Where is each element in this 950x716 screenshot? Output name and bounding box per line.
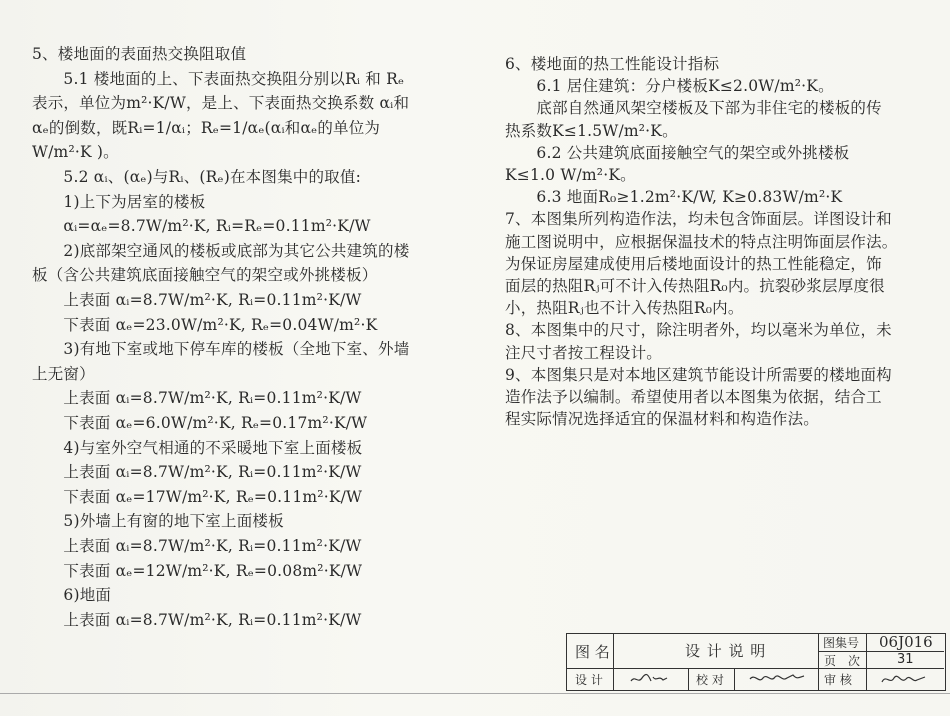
atlas-number: 06J016 (879, 633, 933, 651)
right-text-line: 7、本图集所列构造作法，均未包含饰面层。详图设计和 (505, 210, 892, 229)
left-text-line: 下表面 αₑ=17W/m²·K, Rₑ=0.11m²·K/W (32, 487, 363, 506)
page-number: 31 (897, 652, 914, 667)
checker-signature (747, 671, 807, 685)
right-text-line: 施工图说明中，应根据保温技术的特点注明饰面层作法。 (505, 232, 898, 251)
right-text-line: K≤1.0 W/m²·K。 (505, 166, 636, 184)
designer-signature (629, 672, 669, 686)
drawing-name: 设 计 说 明 (685, 642, 767, 660)
left-text-line: 2)底部架空通风的楼板或底部为其它公共建筑的楼 (32, 241, 410, 260)
right-text-line: 9、本图集只是对本地区建筑节能设计所需要的楼地面构 (505, 365, 892, 384)
right-text-line: 底部自然通风架空楼板及下部为非住宅的楼板的传 (505, 99, 882, 118)
right-text-line: 程实际情况选择适宜的保温材料和构造作法。 (505, 410, 820, 429)
left-text-line: 1)上下为居室的楼板 (32, 192, 206, 211)
left-text-line: 板（含公共建筑底面接触空气的架空或外挑楼板） (32, 266, 378, 285)
left-text-line: 上表面 αᵢ=8.7W/m²·K, Rᵢ=0.11m²·K/W (32, 463, 362, 482)
sheet-border-line (0, 693, 950, 694)
left-text-line: 6)地面 (32, 586, 112, 605)
left-text-line: 5、楼地面的表面热交换阻取值 (32, 45, 247, 63)
right-text-line: 6、楼地面的热工性能设计指标 (505, 55, 720, 73)
right-text-line: 注尺寸者按工程设计。 (505, 343, 663, 362)
label-drawing-name: 图 名 (575, 643, 610, 661)
right-text-line: 6.3 地面R₀≥1.2m²·K/W, K≥0.83W/m²·K (505, 188, 843, 207)
title-block (566, 633, 946, 691)
left-text-line: 4)与室外空气相通的不采暖地下室上面楼板 (32, 438, 363, 457)
right-text-line: 8、本图集中的尺寸，除注明者外，均以毫米为单位，未 (505, 321, 892, 340)
right-text-line: 造作法予以编制。希望使用者以本图集为依据，结合工 (505, 388, 882, 406)
left-text-line: αₑ的倒数，既Rᵢ=1/αᵢ；Rₑ=1/αₑ(αᵢ和αₑ的单位为 (32, 118, 381, 137)
label-page-number: 页 次 (824, 654, 861, 668)
left-text-line: 上表面 αᵢ=8.7W/m²·K, Rᵢ=0.11m²·K/W (32, 537, 362, 555)
left-text-line: αᵢ=αₑ=8.7W/m²·K, Rᵢ=Rₑ=0.11m²·K/W (32, 217, 371, 236)
left-text-line: 上表面 αᵢ=8.7W/m²·K, Rᵢ=0.11m²·K/W (32, 291, 362, 309)
reviewer-signature (879, 670, 929, 688)
label-checker: 校 对 (696, 673, 724, 687)
right-text-line: 为保证房屋建成使用后楼地面设计的热工性能稳定，饰 (505, 254, 882, 273)
label-reviewer: 审 核 (824, 673, 852, 687)
left-text-line: 3)有地下室或地下停车库的楼板（全地下室、外墙 (32, 340, 410, 359)
left-text-line: 上表面 αᵢ=8.7W/m²·K, Rᵢ=0.11m²·K/W (32, 389, 362, 408)
label-atlas-number: 图集号 (823, 636, 860, 650)
left-text-line: 上表面 αᵢ=8.7W/m²·K, Rᵢ=0.11m²·K/W (32, 610, 362, 629)
left-text-line: 5.2 αᵢ、(αₑ)与Rᵢ、(Rₑ)在本图集中的取值: (32, 168, 362, 186)
left-text-line: 下表面 αₑ=23.0W/m²·K, Rₑ=0.04W/m²·K (32, 315, 378, 334)
left-text-line: 5.1 楼地面的上、下表面热交换阻分别以Rᵢ 和 Rₑ (32, 69, 405, 88)
right-text-line: 6.1 居住建筑：分户楼板K≤2.0W/m²·K。 (505, 77, 834, 96)
label-designer: 设 计 (575, 673, 603, 687)
left-text-line: 下表面 αₑ=6.0W/m²·K, Rₑ=0.17m²·K/W (32, 414, 368, 432)
left-text-line: 下表面 αₑ=12W/m²·K, Rₑ=0.08m²·K/W (32, 561, 363, 580)
left-text-line: 上无窗） (32, 364, 95, 383)
right-text-line: 小，热阻Rⱼ也不计入传热阻R₀内。 (505, 299, 744, 318)
left-text-line: 5)外墙上有窗的地下室上面楼板 (32, 512, 284, 531)
right-text-line: 面层的热阻Rⱼ可不计入传热阻R₀内。抗裂砂浆层厚度很 (505, 277, 885, 295)
left-text-line: 表示，单位为m²·K/W，是上、下表面热交换系数 αᵢ和 (32, 94, 410, 113)
right-text-line: 6.2 公共建筑底面接触空气的架空或外挑楼板 (505, 143, 850, 162)
right-text-line: 热系数K≤1.5W/m²·K。 (505, 121, 678, 140)
left-text-line: W/m²·K )。 (32, 143, 119, 162)
